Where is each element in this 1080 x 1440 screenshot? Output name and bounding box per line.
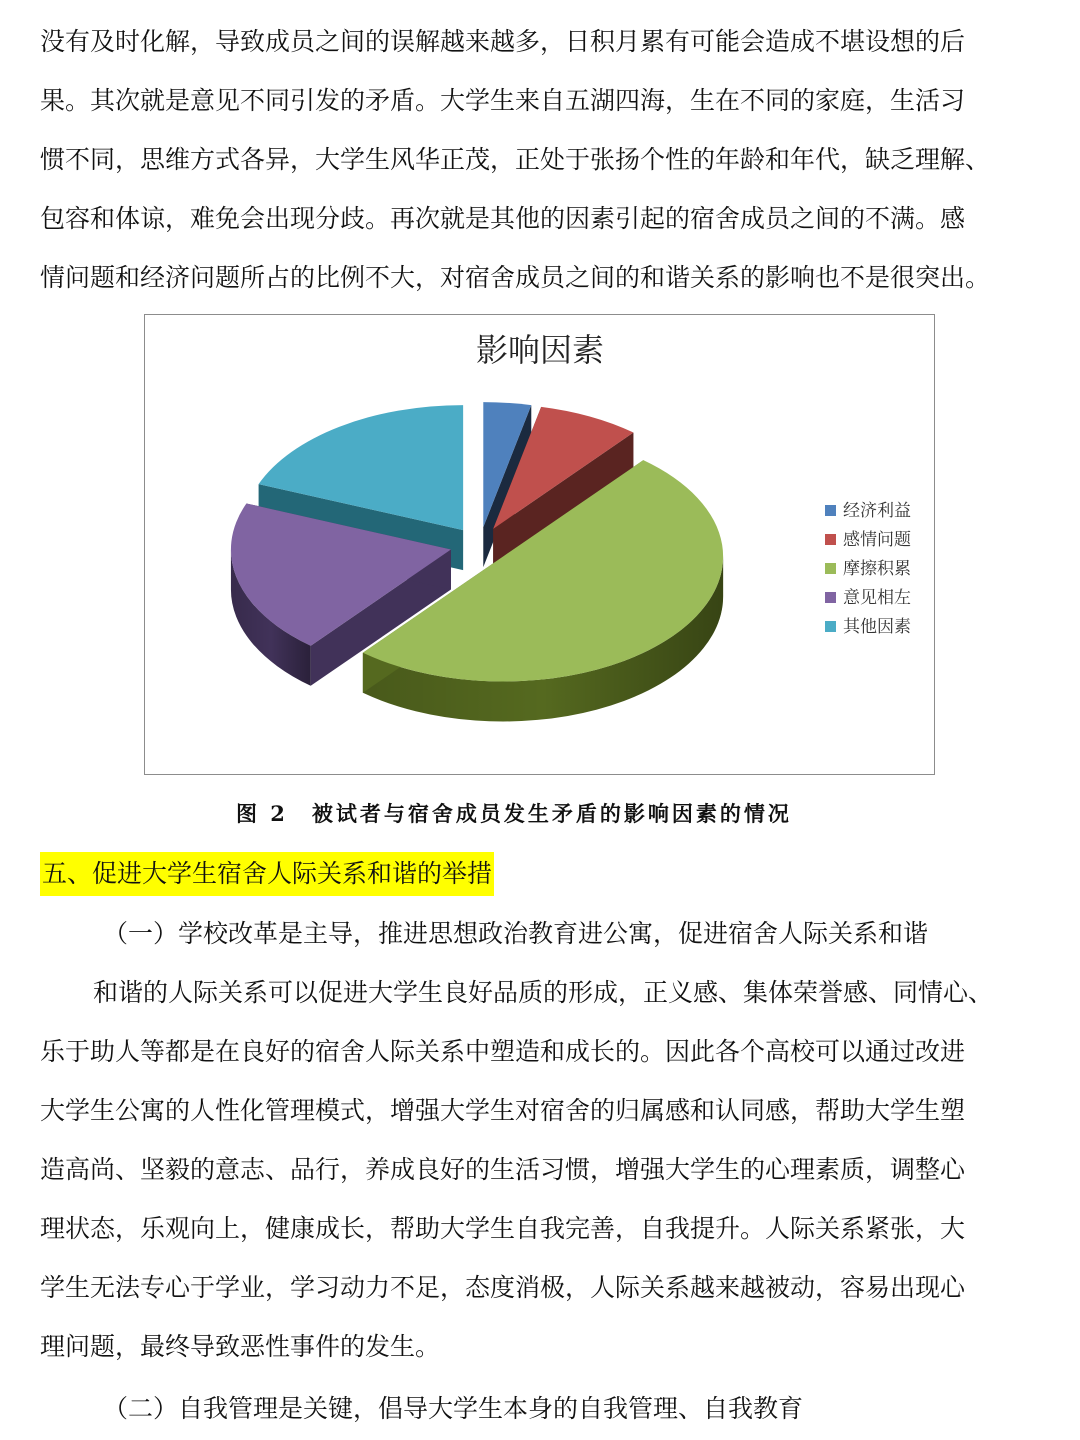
- subheading: （二）自我管理是关键，倡导大学生本身的自我管理、自我教育: [103, 1394, 804, 1423]
- legend-label: 感情问题: [843, 530, 911, 550]
- paragraph-line: 果。其次就是意见不同引发的矛盾。大学生来自五湖四海，生在不同的家庭，生活习: [40, 86, 966, 115]
- paragraph-line: 学生无法专心于学业，学习动力不足，态度消极，人际关系越来越被动，容易出现心: [40, 1273, 966, 1302]
- section-heading: 五、促进大学生宿舍人际关系和谐的举措: [40, 852, 494, 896]
- paragraph-line: 乐于助人等都是在良好的宿舍人际关系中塑造和成长的。因此各个高校可以通过改进: [40, 1037, 966, 1066]
- legend-label: 经济利益: [843, 501, 911, 521]
- legend-swatch: [825, 505, 836, 516]
- legend-swatch: [825, 592, 836, 603]
- subheading: （一）学校改革是主导，推进思想政治教育进公寓，促进宿舍人际关系和谐: [103, 919, 929, 948]
- legend-label: 意见相左: [843, 588, 911, 608]
- paragraph-line: 包容和体谅，难免会出现分歧。再次就是其他的因素引起的宿舍成员之间的不满。感: [40, 204, 966, 233]
- legend-swatch: [825, 621, 836, 632]
- legend-label: 其他因素: [843, 617, 911, 637]
- paragraph-line: 造高尚、坚毅的意志、品行，养成良好的生活习惯，增强大学生的心理素质，调整心: [40, 1155, 966, 1184]
- pie-chart-svg: [145, 315, 936, 776]
- paragraph-line: 理状态，乐观向上，健康成长，帮助大学生自我完善，自我提升。人际关系紧张，大: [40, 1214, 966, 1243]
- pie-chart: [144, 314, 935, 775]
- legend-swatch: [825, 563, 836, 574]
- paragraph-line: 没有及时化解，导致成员之间的误解越来越多，日积月累有可能会造成不堪设想的后: [40, 27, 966, 56]
- figure-caption: 图 2 被试者与宿舍成员发生矛盾的影响因素的情况: [236, 801, 792, 826]
- paragraph-line: 理问题，最终导致恶性事件的发生。: [40, 1332, 441, 1361]
- paragraph-line: 惯不同，思维方式各异，大学生风华正茂，正处于张扬个性的年龄和年代，缺乏理解、: [40, 145, 991, 174]
- paragraph-line: 情问题和经济问题所占的比例不大，对宿舍成员之间的和谐关系的影响也不是很突出。: [40, 263, 991, 292]
- paragraph-line: 和谐的人际关系可以促进大学生良好品质的形成，正义感、集体荣誉感、同情心、: [93, 978, 994, 1007]
- paragraph-line: 大学生公寓的人性化管理模式，增强大学生对宿舍的归属感和认同感，帮助大学生塑: [40, 1096, 966, 1125]
- legend-swatch: [825, 534, 836, 545]
- chart-title: 影响因素: [475, 331, 605, 369]
- legend-label: 摩擦积累: [843, 559, 911, 579]
